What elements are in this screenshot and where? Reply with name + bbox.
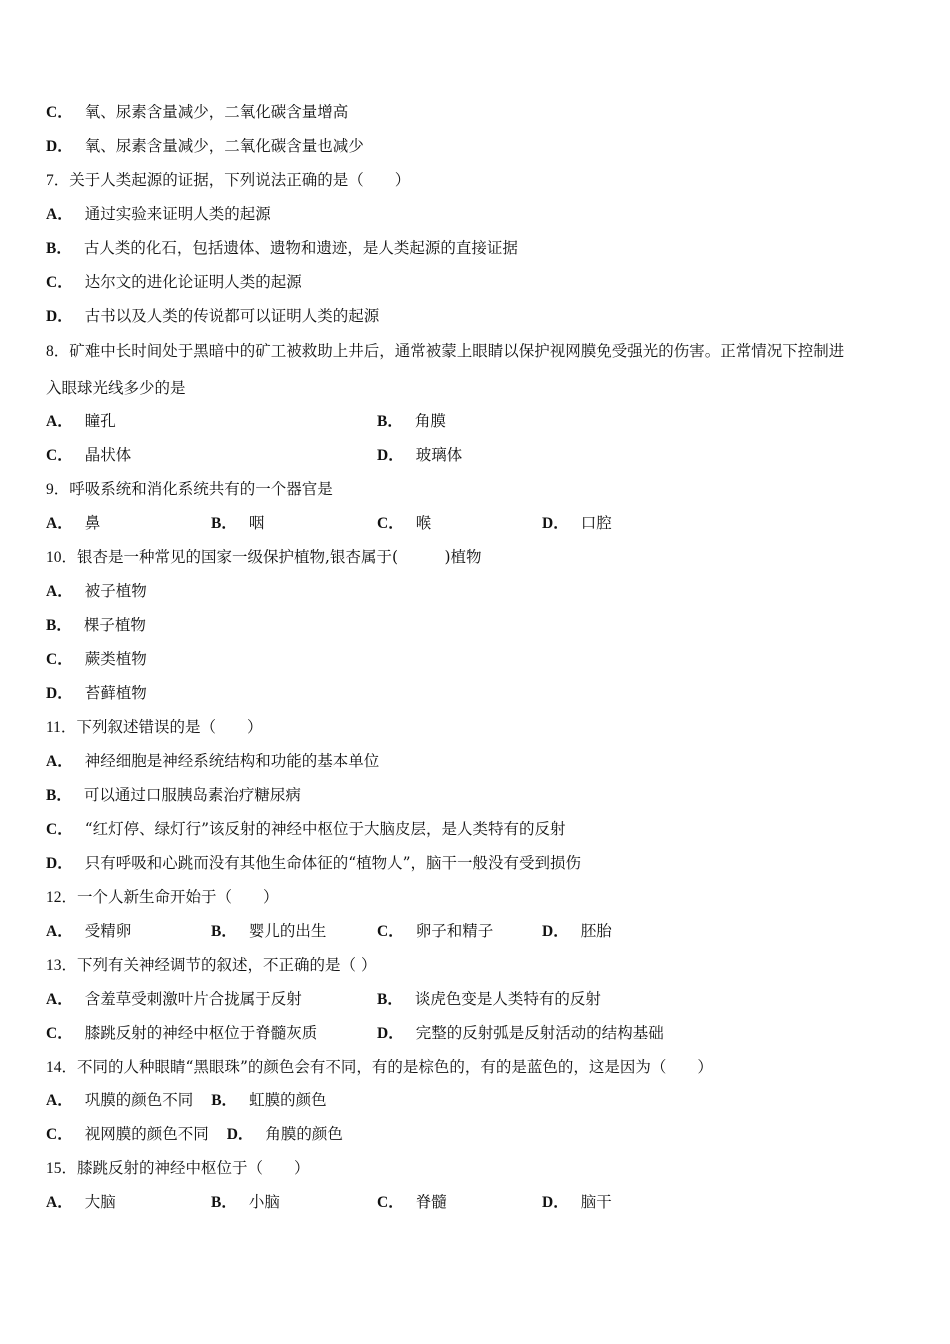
q15-stem: 15．膝跳反射的神经中枢位于（ ） — [46, 1159, 310, 1177]
q13-option-a: A． 含羞草受刺激叶片合拢属于反射 — [46, 990, 302, 1008]
q15-option-b: B． 小脑 — [211, 1193, 280, 1211]
q7-option-a: A． 通过实验来证明人类的起源 — [46, 205, 271, 223]
q8-option-c: C． 晶状体 — [46, 446, 132, 464]
q12-stem: 12．一个人新生命开始于（ ） — [46, 888, 279, 906]
q15-option-c: C． 脊髓 — [377, 1193, 447, 1211]
q15-option-a: A． 大脑 — [46, 1193, 116, 1211]
q11-stem: 11．下列叙述错误的是（ ） — [46, 718, 263, 736]
q9-option-b: B． 咽 — [211, 514, 265, 532]
q12-option-d: D． 胚胎 — [542, 922, 612, 940]
q7-option-c: C． 达尔文的进化论证明人类的起源 — [46, 273, 302, 291]
q10-option-d: D． 苔藓植物 — [46, 684, 147, 702]
q11-option-b: B． 可以通过口服胰岛素治疗糖尿病 — [46, 786, 301, 804]
q9-option-c: C． 喉 — [377, 514, 432, 532]
q6-option-c: C． 氧、尿素含量减少，二氧化碳含量增高 — [46, 103, 349, 121]
q14-options-row1: A． 巩膜的颜色不同 B． 虹膜的颜色 — [46, 1091, 327, 1109]
q13-option-c: C． 膝跳反射的神经中枢位于脊髓灰质 — [46, 1024, 318, 1042]
q12-option-b: B． 婴儿的出生 — [211, 922, 327, 940]
q13-option-b: B． 谈虎色变是人类特有的反射 — [377, 990, 601, 1008]
q9-option-d: D． 口腔 — [542, 514, 612, 532]
q10-option-b: B． 棵子植物 — [46, 616, 146, 634]
q11-option-d: D． 只有呼吸和心跳而没有其他生命体征的“植物人”，脑干一般没有受到损伤 — [46, 854, 582, 872]
q7-stem: 7．关于人类起源的证据，下列说法正确的是（ ） — [46, 171, 411, 189]
q10-option-c: C． 蕨类植物 — [46, 650, 147, 668]
q7-option-d: D． 古书以及人类的传说都可以证明人类的起源 — [46, 307, 380, 325]
q8-stem-line2: 入眼球光线多少的是 — [46, 379, 186, 397]
q13-option-d: D． 完整的反射弧是反射活动的结构基础 — [377, 1024, 664, 1042]
q10-option-a: A． 被子植物 — [46, 582, 147, 600]
q8-option-b: B． 角膜 — [377, 412, 446, 430]
q12-option-c: C． 卵子和精子 — [377, 922, 494, 940]
q8-option-a: A． 瞳孔 — [46, 412, 116, 430]
q12-option-a: A． 受精卵 — [46, 922, 132, 940]
q6-option-d: D． 氧、尿素含量减少，二氧化碳含量也减少 — [46, 137, 364, 155]
q11-option-c: C． “红灯停、绿灯行”该反射的神经中枢位于大脑皮层，是人类特有的反射 — [46, 820, 566, 838]
q15-option-d: D． 脑干 — [542, 1193, 612, 1211]
q11-option-a: A． 神经细胞是神经系统结构和功能的基本单位 — [46, 752, 380, 770]
q9-option-a: A． 鼻 — [46, 514, 101, 532]
q9-stem: 9．呼吸系统和消化系统共有的一个器官是 — [46, 480, 333, 498]
q8-option-d: D． 玻璃体 — [377, 446, 463, 464]
q14-stem: 14．不同的人种眼睛“黑眼珠”的颜色会有不同，有的是棕色的，有的是蓝色的，这是因为（ ） — [46, 1058, 713, 1076]
q8-stem-line1: 8．矿难中长时间处于黑暗中的矿工被救助上井后，通常被蒙上眼睛以保护视网膜免受强光的伤害。正常情况下控制进 — [46, 342, 845, 360]
q7-option-b: B． 古人类的化石，包括遗体、遗物和遗迹，是人类起源的直接证据 — [46, 239, 518, 257]
q13-stem: 13．下列有关神经调节的叙述，不正确的是（ ） — [46, 956, 377, 974]
q14-options-row2: C． 视网膜的颜色不同 D． 角膜的颜色 — [46, 1125, 343, 1143]
q10-stem: 10．银杏是一种常见的国家一级保护植物,银杏属于( )植物 — [46, 548, 482, 566]
